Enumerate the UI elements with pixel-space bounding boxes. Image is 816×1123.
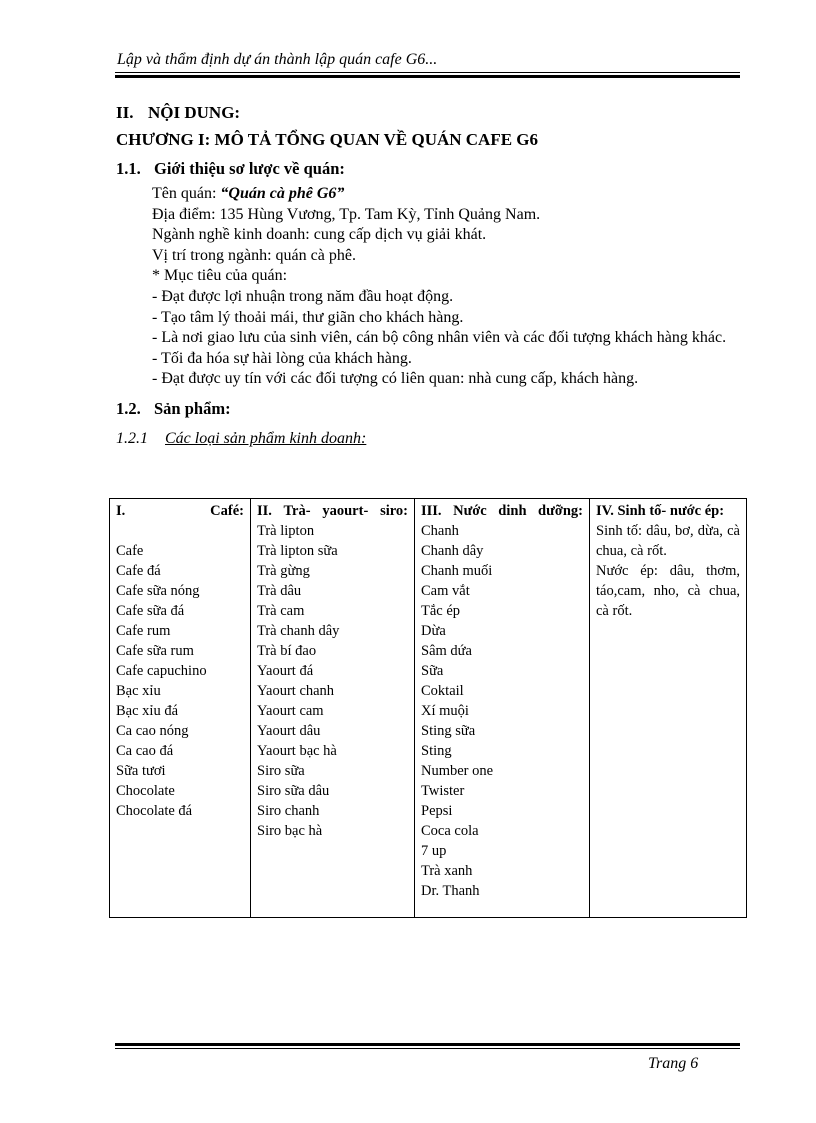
- page-body: [116, 100, 739, 454]
- list-item: Sting: [421, 743, 452, 759]
- list-item: Siro sữa: [257, 763, 305, 779]
- list-item: Trà gừng: [257, 563, 310, 579]
- column-heading: II. Trà- yaourt- siro:: [257, 503, 408, 519]
- goal-item: - Tối đa hóa sự hài lòng của khách hàng.: [152, 349, 412, 367]
- header-rule-thick: [115, 75, 740, 78]
- footer-rule-thin: [115, 1048, 740, 1049]
- list-item: Siro bạc hà: [257, 823, 323, 839]
- list-item: Coca cola: [421, 823, 479, 839]
- goal-item: - Đạt được uy tín với các đối tượng có liên quan: nhà cung cấp, khách hàng.: [152, 370, 639, 388]
- list-item: Cafe đá: [116, 563, 161, 579]
- list-item: Sâm dứa: [421, 643, 472, 659]
- page-number: Trang 6: [648, 1055, 699, 1072]
- list-item: Trà lipton: [257, 523, 315, 539]
- products-heading: [116, 394, 739, 424]
- list-item: Yaourt dâu: [257, 723, 321, 739]
- column-heading: IV. Sinh tố- nước ép:: [596, 503, 725, 519]
- column-nutrition-drinks: [415, 499, 590, 918]
- footer-rule-thick: [115, 1043, 740, 1046]
- goal-item: - Tạo tâm lý thoải mái, thư giãn cho khách hàng.: [152, 308, 464, 326]
- smoothie-paragraph: Sinh tố: dâu, bơ, dừa, cà chua, cà rốt.: [596, 523, 740, 559]
- address-line: Địa điểm: 135 Hùng Vương, Tp. Tam Kỳ, Tỉnh Quảng Nam.: [152, 205, 541, 223]
- column-cafe: [110, 499, 251, 918]
- list-item: Dừa: [421, 623, 446, 639]
- list-item: Siro chanh: [257, 803, 320, 819]
- list-item: Trà cam: [257, 603, 305, 619]
- list-item: Trà chanh dây: [257, 623, 340, 639]
- list-item: Trà dâu: [257, 583, 302, 599]
- list-item: Trà bí đao: [257, 643, 317, 659]
- goals-title: * Mục tiêu của quán:: [152, 267, 288, 285]
- juice-paragraph: Nước ép: dâu, thơm, táo,cam, nho, cà chua, cà rốt.: [596, 563, 740, 619]
- list-item: Chocolate: [116, 783, 175, 799]
- list-item: Pepsi: [421, 803, 453, 819]
- section-heading: [116, 100, 739, 126]
- list-item: Yaourt chanh: [257, 683, 335, 699]
- intro-title: Giới thiệu sơ lược về quán:: [154, 159, 345, 178]
- products-number: 1.2.: [116, 398, 141, 418]
- goal-item: - Đạt được lợi nhuận trong năm đầu hoạt động.: [152, 287, 454, 305]
- list-item: Chanh muối: [421, 563, 493, 579]
- list-item: Trà lipton sữa: [257, 543, 338, 559]
- list-item: Cafe sữa rum: [116, 643, 194, 659]
- list-item: Ca cao đá: [116, 743, 174, 759]
- list-item: Siro sữa dâu: [257, 783, 330, 799]
- list-item: Trà xanh: [421, 863, 473, 879]
- product-types-heading: [116, 424, 739, 454]
- list-item: Cafe: [116, 543, 144, 559]
- section-number: II.: [116, 103, 134, 122]
- list-item: Yaourt cam: [257, 703, 324, 719]
- list-item: Dr. Thanh: [421, 883, 480, 899]
- store-name-line: [116, 184, 739, 205]
- list-item: Ca cao nóng: [116, 723, 189, 739]
- list-item: Twister: [421, 783, 465, 799]
- list-item: Cafe rum: [116, 623, 171, 639]
- running-header: Lập và thẩm định dự án thành lập quán cafe G6...: [117, 51, 438, 68]
- list-item: Number one: [421, 763, 494, 779]
- products-title: Sản phẩm:: [154, 398, 231, 418]
- list-item: Bạc xỉu đá: [116, 703, 179, 719]
- column-tea-yogurt-syrup: [251, 499, 415, 918]
- goal-item: - Là nơi giao lưu của sinh viên, cán bộ công nhân viên và các đối tượng khách hàng khác.: [152, 329, 727, 347]
- list-item: Bạc xỉu: [116, 683, 161, 699]
- chapter-heading: CHƯƠNG I: MÔ TẢ TỔNG QUAN VỀ QUÁN CAFE G6: [116, 130, 539, 149]
- list-item: Chanh: [421, 523, 459, 539]
- list-item: Cafe sữa đá: [116, 603, 185, 619]
- list-item: Cam vắt: [421, 583, 470, 599]
- list-item: Sting sữa: [421, 723, 476, 739]
- list-item: Yaourt bạc hà: [257, 743, 337, 759]
- list-item: Sữa: [421, 663, 444, 679]
- products-table-row: [110, 499, 747, 918]
- section-title: NỘI DUNG:: [148, 103, 241, 122]
- list-item: Tắc ép: [421, 603, 461, 619]
- list-item: Yaourt đá: [257, 663, 314, 679]
- product-types-title: Các loại sản phẩm kinh doanh:: [165, 429, 367, 447]
- list-item: Coktail: [421, 683, 464, 699]
- list-item: Sữa tươi: [116, 763, 166, 779]
- position-line: Vị trí trong ngành: quán cà phê.: [152, 246, 356, 264]
- store-name-label: Tên quán:: [152, 185, 221, 202]
- list-item: Xí muội: [421, 703, 469, 719]
- column-smoothies-juices: [590, 499, 747, 918]
- products-table: [109, 498, 747, 918]
- intro-heading: [116, 154, 739, 184]
- store-name-value: “Quán cà phê G6”: [220, 185, 345, 202]
- intro-number: 1.1.: [116, 159, 141, 178]
- list-item: Chanh dây: [421, 543, 484, 559]
- column-heading: I. Café:: [116, 503, 244, 519]
- list-item: 7 up: [421, 843, 447, 859]
- list-item: Cafe sữa nóng: [116, 583, 200, 599]
- list-item: Chocolate đá: [116, 803, 193, 819]
- header-rule-thin: [115, 72, 740, 73]
- column-heading: III. Nước dinh dưỡng:: [421, 503, 583, 519]
- list-item: Cafe capuchino: [116, 663, 207, 679]
- business-line: Ngành nghề kinh doanh: cung cấp dịch vụ giải khát.: [152, 226, 487, 244]
- product-types-number: 1.2.1: [116, 429, 148, 447]
